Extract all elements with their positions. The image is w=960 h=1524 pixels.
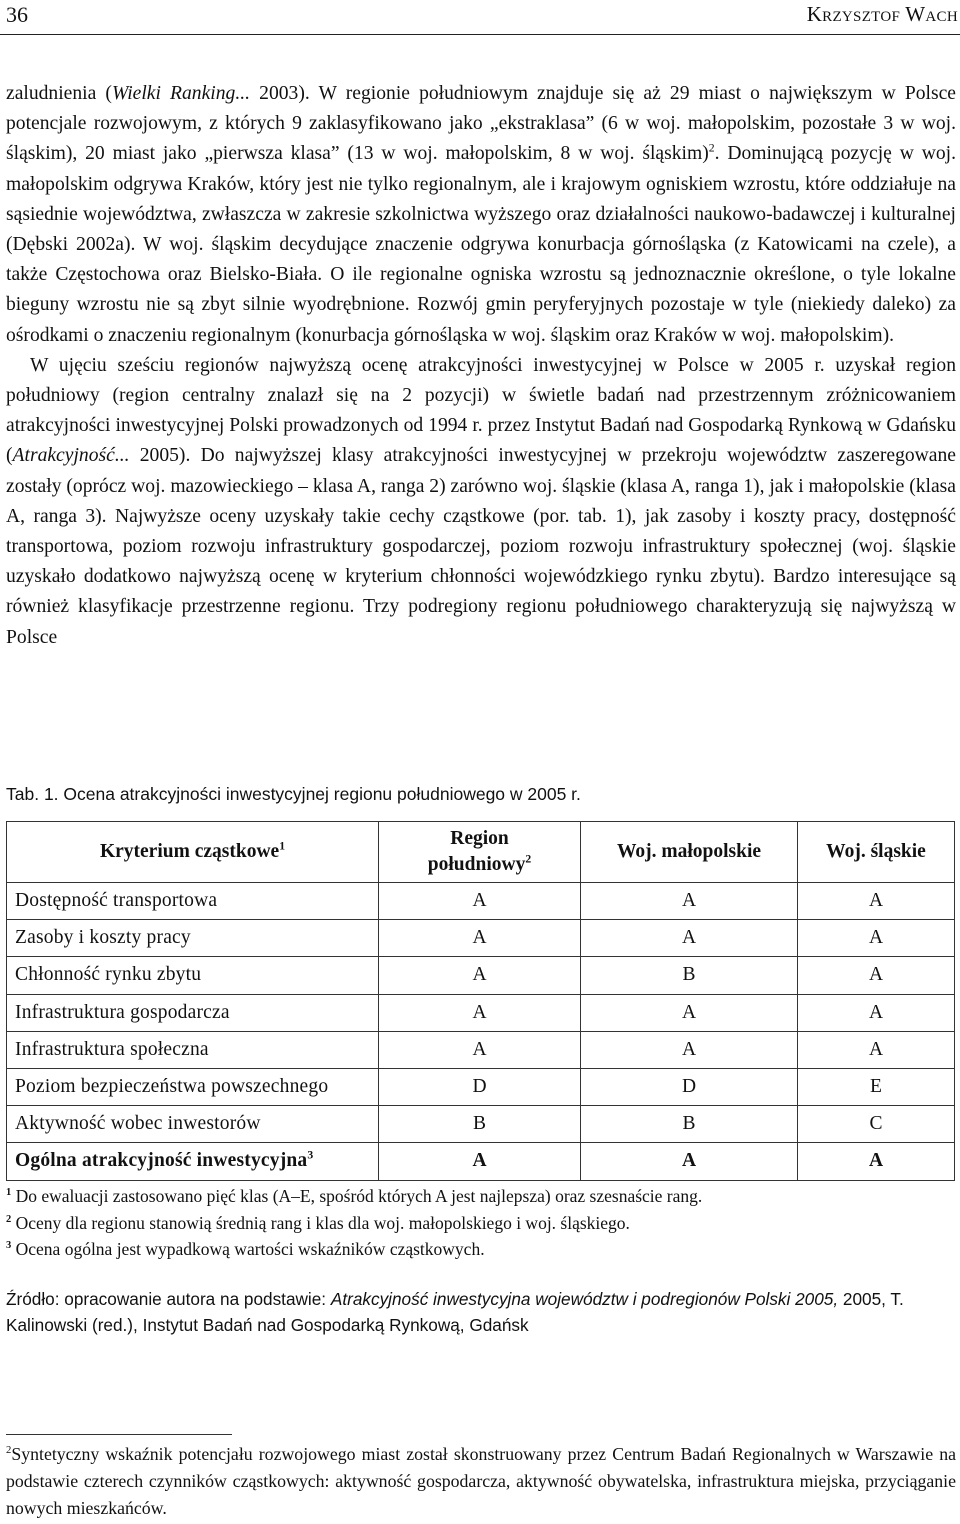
table-cell: A xyxy=(581,994,798,1031)
table-cell: Poziom bezpieczeństwa powszechnego xyxy=(7,1068,379,1105)
table-cell: A xyxy=(379,994,581,1031)
table-source: Źródło: opracowanie autora na podstawie: Atrakcyjność inwestycyjna województw i podregionów Polski 2005, 2005, T. Kalinowski (red.), Instytut Badań nad Gospodarką Rynkową, Gdańsk xyxy=(6,1289,904,1335)
text-run: W ujęciu sześciu regionów najwyższą ocenę atrakcyjności inwestycyjnej w Polsce w 2005 r. uzyskał region południowy (region centralny znalazł się na 2 pozycji) w świetle badań nad przestrzennym zróżnicowaniem atrakcyjności inwestycyjnej Polski prowadzonych od 1994 r. przez Instytut Badań nad Gospodarką Rynkową w Gdańsku ( xyxy=(6,354,956,467)
table-row xyxy=(7,994,955,1031)
table-row xyxy=(7,883,955,920)
table-footnotes xyxy=(6,1183,702,1263)
citation-title: Wielki Ranking... xyxy=(111,83,251,104)
table-cell: Chłonność rynku zbytu xyxy=(7,957,379,994)
table-cell: A xyxy=(581,920,798,957)
table-cell: A xyxy=(798,1143,955,1180)
table-cell: A xyxy=(379,957,581,994)
table-cell: Infrastruktura społeczna xyxy=(7,1031,379,1068)
paragraph-1 xyxy=(6,79,956,351)
text-run: zaludnienia ( xyxy=(6,83,112,104)
page-number: 36 xyxy=(6,2,28,27)
header-rule xyxy=(0,34,960,35)
paragraph-2 xyxy=(6,351,956,653)
table-cell: D xyxy=(581,1068,798,1105)
table-cell: A xyxy=(379,883,581,920)
assessment-table xyxy=(6,821,955,1181)
table-cell: A xyxy=(798,883,955,920)
header-malopolskie: Woj. małopolskie xyxy=(581,822,798,883)
table-cell: A xyxy=(581,1031,798,1068)
table-cell: Dostępność transportowa xyxy=(7,883,379,920)
footnote-ref: 2 xyxy=(708,141,715,155)
table-footnote: $^2$ Oceny dla regionu stanowią średnią rang i klas dla woj. małopolskiego i woj. śląskiego. xyxy=(6,1212,630,1233)
table-footnote: $^3$ Ocena ogólna jest wypadkową wartości wskaźników cząstkowych. xyxy=(6,1239,485,1259)
table-row xyxy=(7,1106,955,1143)
citation-title: Atrakcyjność... xyxy=(12,445,130,467)
running-head: Krzysztof Wach xyxy=(806,2,958,26)
table-caption: Tab. 1. Ocena atrakcyjności inwestycyjnej regionu południowego w 2005 r. xyxy=(6,784,581,804)
header-slaskie: Woj. śląskie xyxy=(798,822,955,883)
table-cell: B xyxy=(581,957,798,994)
footnote-rule xyxy=(6,1434,232,1435)
table-cell: A xyxy=(798,994,955,1031)
table-cell: A xyxy=(798,957,955,994)
table-cell: C xyxy=(798,1106,955,1143)
table-cell: A xyxy=(581,1143,798,1180)
body-text xyxy=(6,79,956,653)
table-cell: E xyxy=(798,1068,955,1105)
table-header-row xyxy=(7,822,955,883)
table-cell: Infrastruktura gospodarcza xyxy=(7,994,379,1031)
text-run: . Dominującą pozycję w woj. małopolskim odgrywa Kraków, który jest nie tylko regionalnym, ale i krajowym ogniskiem wzrostu, które oddziałuje na sąsiednie województwa, zwłaszcza w zakresie szkolnictwa wyższego oraz działalności naukowo-badawczej i kulturalnej (Dębski 2002a). W woj. śląskim decydujące znaczenie odgrywa konurbacja górnośląska (z Katowicami na czele), a także Częstochowa oraz Bielsko-Biała. O ile regionalne ogniska wzrostu są jednoznacznie określone, o tyle lokalne bieguny wzrostu nie są zbyt silnie wyodrębnione. Rozwój gmin peryferyjnych pozostaje w tyle (niekiedy daleko) za ośrodkami o znaczeniu regionalnym (konurbacja górnośląska w woj. śląskim oraz Kraków w woj. małopolskim). xyxy=(6,143,956,346)
table-cell: A xyxy=(379,1031,581,1068)
table-row xyxy=(7,1068,955,1105)
header-region: Region południowy$^2$ xyxy=(379,822,581,883)
table-cell: A xyxy=(379,1143,581,1180)
page-header xyxy=(0,0,960,40)
table-row xyxy=(7,957,955,994)
table-row xyxy=(7,1031,955,1068)
table-cell: Aktywność wobec inwestorów xyxy=(7,1106,379,1143)
text-run: 2003). W regionie południowym znajduje się aż 29 miast o największym w Polsce potencjale rozwojowym, z których 9 zaklasyfikowano jako „ekstraklasa” (6 w woj. małopolskim, pozostałe 3 w woj. śląskim), 20 miast jako „pierwsza klasa” (13 w woj. małopolskim, 8 w woj. śląskim) xyxy=(6,83,957,165)
table-total-row xyxy=(7,1143,955,1180)
table-cell: Ogólna atrakcyjność inwestycyjna$^3$ xyxy=(7,1143,379,1180)
table-cell: B xyxy=(379,1106,581,1143)
table-cell: A xyxy=(379,920,581,957)
table-cell: B xyxy=(581,1106,798,1143)
table-cell: Zasoby i koszty pracy xyxy=(7,920,379,957)
table-cell: A xyxy=(581,883,798,920)
table-footnote: $^1$ Do ewaluacji zastosowano pięć klas (A–E, spośród których A jest najlepsza) oraz szesnaście rang. xyxy=(6,1186,703,1206)
table-row xyxy=(7,920,955,957)
table-cell: A xyxy=(798,1031,955,1068)
page-footnote: $^2$Syntetyczny wskaźnik potencjału rozwojowego miast został skonstruowany przez Centrum Badań Regionalnych w Warszawie na podstawie czterech czynników cząstkowych: aktywność gospodarcza, aktywność obywatelska, infrastruktura miejska, przyciąganie nowych mieszkańców. xyxy=(6,1444,956,1518)
text-run: 2005). Do najwyższej klasy atrakcyjności inwestycyjnej w przekroju województw zaszeregowane zostały (oprócz woj. mazowieckiego – klasa A, ranga 2) zarówno woj. śląskie (klasa A, ranga 1), jak i małopolskie (klasa A, ranga 3). Najwyższe oceny uzyskały takie cechy cząstkowe (por. tab. 1), jak zasoby i koszty pracy, dostępność transportowa, poziom rozwoju infrastruktury gospodarczej, poziom rozwoju infrastruktury społecznej (woj. śląskie uzyskało dodatkowo najwyższą ocenę w kryterium chłonności wojewódzkiego rynku zbytu). Bardzo interesujące są również klasyfikacje przestrzenne regionu. Trzy podregiony regionu południowego charakteryzują się najwyższą w Polsce xyxy=(6,445,956,648)
table-cell: D xyxy=(379,1068,581,1105)
table-cell: A xyxy=(798,920,955,957)
header-criterion: Kryterium cząstkowe$^1$ xyxy=(7,822,379,883)
